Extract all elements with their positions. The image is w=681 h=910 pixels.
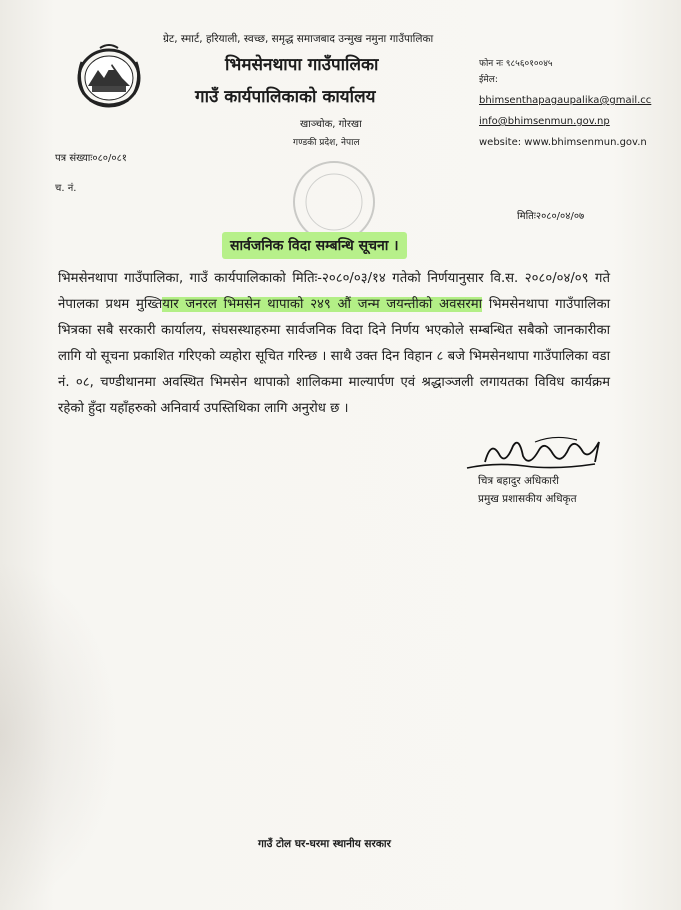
email-link-info[interactable]: info@bhimsenmun.gov.np bbox=[479, 116, 610, 127]
letter-date: मितिः२०८०/०४/०७ bbox=[517, 211, 585, 222]
address-line-2: गण्डकी प्रदेश, नेपाल bbox=[293, 138, 360, 148]
slogan: ग्रेट, स्मार्ट, हरियाली, स्वच्छ, समृद्ध समाजबाद उन्मुख नमुना गाउँपालिका bbox=[163, 33, 434, 45]
body-part-2: भिमसेनथापा गाउँपालिका भित्रका सबै सरकारी कार्यालय, संघसस्थाहरुमा सार्वजनिक विदा दिने निर्णय भएकोले सम्बन्धित सबैको जानकारीका लागि यो सूचना प्रकाशित गरिएको व्यहोरा सूचित गरिन्छ । साथै उक्त दिन विहान ८ बजे भिमसेनथापा गाउँपालिका वडा नं. ०८, चण्डीथानमा अवस्थित भिमसेन थापाको शालिकमा माल्यार्पण एवं श्रद्धाञ्जली लगायतका विविध कार्यक्रम रहेको हुँदा यहाँहरुको अनिवार्य उपस्तिथिका लागि अनुरोध छ । bbox=[58, 297, 610, 416]
website-link[interactable]: website: www.bhimsenmun.gov.n bbox=[479, 137, 647, 148]
email-label: ईमेल: bbox=[479, 75, 498, 85]
notice-body bbox=[58, 266, 610, 422]
body-part-1: भिमसेनथापा गाउँपालिका, गाउँ कार्यपालिकाको मितिः-२०८०/०३/१४ गतेको निर्णयानुसार वि.स. २०८०/०४/०९ गते नेपालका प्रथम मुख् bbox=[58, 271, 610, 312]
email-link-gmail[interactable]: bhimsenthapagaupalika@gmail.cc bbox=[479, 95, 652, 106]
signatory-name: चित्र बहादुर अधिकारी bbox=[478, 475, 560, 487]
address-line-1: खाञ्चोक, गोरखा bbox=[300, 119, 362, 130]
organization-name: भिमसेनथापा गाउँपालिका bbox=[225, 55, 379, 75]
reference-number: पत्र संख्याः०८०/०८१ bbox=[55, 153, 127, 164]
nepal-emblem-logo bbox=[70, 40, 148, 114]
handwritten-signature bbox=[465, 432, 605, 474]
dispatch-number: च. नं. bbox=[55, 183, 77, 194]
phone-number: फोन नः ९८५६०१००४५ bbox=[479, 59, 553, 69]
body-highlight: तियार जनरल भिमसेन थापाको २४९ औं जन्म जयन्तीको अवसरमा bbox=[162, 297, 483, 312]
notice-subject: सार्वजनिक विदा सम्बन्धि सूचना । bbox=[222, 232, 407, 259]
footer-slogan: गाउँ टोल घर-घरमा स्थानीय सरकार bbox=[258, 838, 391, 850]
scan-shadow bbox=[0, 560, 120, 910]
signatory-title: प्रमुख प्रशासकीय अधिकृत bbox=[478, 493, 577, 505]
office-name: गाउँ कार्यपालिकाको कार्यालय bbox=[195, 87, 376, 107]
